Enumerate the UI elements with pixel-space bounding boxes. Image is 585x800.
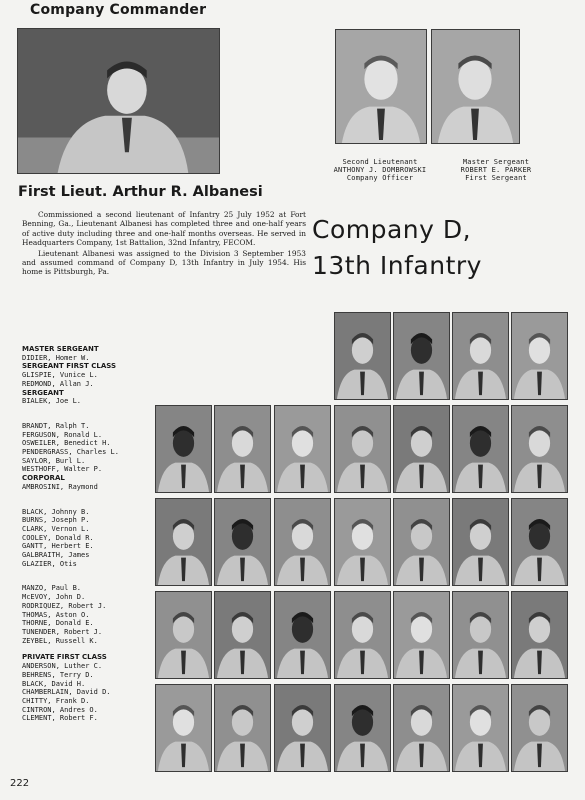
company-title-line1: Company D, — [312, 215, 472, 244]
commander-name: First Lieut. Arthur R. Albanesi — [18, 184, 263, 200]
soldier-portrait — [393, 405, 450, 493]
soldier-portrait — [511, 684, 568, 772]
roster-name: BURNS, Joseph P. — [22, 516, 90, 525]
soldier-portrait — [274, 498, 331, 586]
roster-name: DIDIER, Homer W. — [22, 353, 90, 362]
roster-name: BLACK, David H. — [22, 679, 86, 688]
roster-rank: SERGEANT — [22, 388, 64, 397]
roster-rank: SERGEANT FIRST CLASS — [22, 362, 117, 371]
officer-name: ANTHONY J. DOMBROWSKI — [333, 166, 427, 175]
roster-name: GLISPIE, Vunice L. — [22, 371, 98, 380]
roster-name: SAYLOR, Burl L. — [22, 456, 86, 465]
roster-rank: PRIVATE FIRST CLASS — [22, 653, 107, 662]
soldier-portrait — [511, 591, 568, 679]
roster-name: RODRIQUEZ, Robert J. — [22, 601, 107, 610]
soldier-portrait — [155, 405, 212, 493]
roster-rank: MASTER SERGEANT — [22, 345, 99, 353]
bio-paragraph: Lieutenant Albanesi was assigned to the Division 3 September 1953 and assumed command of Company D, 13th Infantry in July 1954. His home is Pittsburgh, Pa. — [22, 248, 306, 277]
soldier-portrait — [393, 684, 450, 772]
soldier-portrait — [274, 684, 331, 772]
roster-name: BLACK, Johnny B. — [22, 507, 90, 516]
officer-role: First Sergeant — [465, 174, 527, 183]
roster-name: OSWEILER, Benedict H. — [22, 439, 111, 448]
officer-rank: Master Sergeant — [462, 158, 530, 166]
roster-name: CHAMBERLAIN, David D. — [22, 688, 111, 697]
soldier-portrait — [452, 684, 509, 772]
soldier-portrait — [452, 591, 509, 679]
page-number: 222 — [10, 778, 30, 789]
roster-name: BRANDT, Ralph T. — [22, 421, 90, 430]
soldier-portrait — [511, 405, 568, 493]
officer-role: Company Officer — [346, 174, 414, 183]
soldier-portrait — [511, 312, 568, 400]
soldier-portrait — [334, 591, 391, 679]
soldier-portrait — [274, 405, 331, 493]
roster-name: MANZO, Paul B. — [22, 584, 82, 593]
soldier-portrait — [452, 405, 509, 493]
commander-photo — [17, 28, 220, 174]
officer-caption-dombrowski — [318, 158, 442, 183]
roster-name: GANTT, Herbert E. — [22, 542, 94, 551]
soldier-portrait — [452, 312, 509, 400]
company-title-line2: 13th Infantry — [312, 251, 482, 280]
roster-name: ANDERSON, Luther C. — [22, 662, 103, 671]
soldier-portrait — [155, 591, 212, 679]
soldier-portrait — [334, 498, 391, 586]
soldier-portrait — [334, 405, 391, 493]
roster-name: THOMAS, Aston O. — [22, 610, 90, 619]
bio-paragraph: Commissioned a second lieutenant of Infantry 25 July 1952 at Fort Benning, Ga., Lieutenant Albanesi has completed three and one-half years of active duty including three and one-half months overseas. He served in Headquarters Company, 1st Battalion, 32nd Infantry, FECOM. — [22, 210, 306, 248]
officer-rank: Second Lieutenant — [342, 158, 418, 166]
soldier-portrait — [155, 498, 212, 586]
soldier-portrait — [452, 498, 509, 586]
soldier-portrait — [393, 312, 450, 400]
roster-name: AMBROSINI, Raymond — [22, 482, 98, 491]
officer-caption-parker — [440, 158, 552, 183]
soldier-portrait — [393, 498, 450, 586]
roster-name: BEHRENS, Terry D. — [22, 670, 94, 679]
commander-bio — [22, 210, 306, 278]
roster-rank: CORPORAL — [22, 474, 65, 483]
roster-list — [22, 345, 157, 723]
officer-photo-parker — [431, 29, 520, 144]
soldier-portrait — [393, 591, 450, 679]
officer-name: ROBERT E. PARKER — [460, 166, 532, 175]
roster-name: GALBRAITH, James — [22, 551, 90, 560]
section-heading: Company Commander — [30, 2, 207, 18]
soldier-portrait — [155, 684, 212, 772]
soldier-portrait — [214, 498, 271, 586]
roster-name: BIALEK, Joe L. — [22, 397, 82, 406]
soldier-portrait — [334, 684, 391, 772]
roster-name: THORNE, Donald E. — [22, 619, 94, 628]
soldier-portrait — [511, 498, 568, 586]
roster-name: FERGUSON, Ronald L. — [22, 430, 103, 439]
roster-name: REDMOND, Allan J. — [22, 379, 94, 388]
roster-name: TUNENDER, Robert J. — [22, 627, 103, 636]
roster-name: WESTHOFF, Walter P. — [22, 465, 103, 474]
roster-name: CLEMENT, Robert F. — [22, 714, 98, 723]
roster-name: CINTRON, Andres O. — [22, 705, 98, 714]
roster-name: GLAZIER, Otis — [22, 559, 77, 568]
soldier-portrait — [274, 591, 331, 679]
roster-name: ZEYBEL, Russell K. — [22, 636, 98, 645]
soldier-portrait — [214, 591, 271, 679]
officer-photo-dombrowski — [335, 29, 427, 144]
soldier-portrait — [214, 684, 271, 772]
roster-name: PENDERGRASS, Charles L. — [22, 448, 119, 457]
roster-name: CHITTY, Frank D. — [22, 696, 90, 705]
soldier-portrait — [334, 312, 391, 400]
roster-name: CLARK, Vernon L. — [22, 524, 90, 533]
roster-name: McEVOY, John D. — [22, 593, 86, 602]
company-title — [312, 212, 482, 284]
roster-name: COOLEY, Donald R. — [22, 533, 94, 542]
soldier-portrait — [214, 405, 271, 493]
